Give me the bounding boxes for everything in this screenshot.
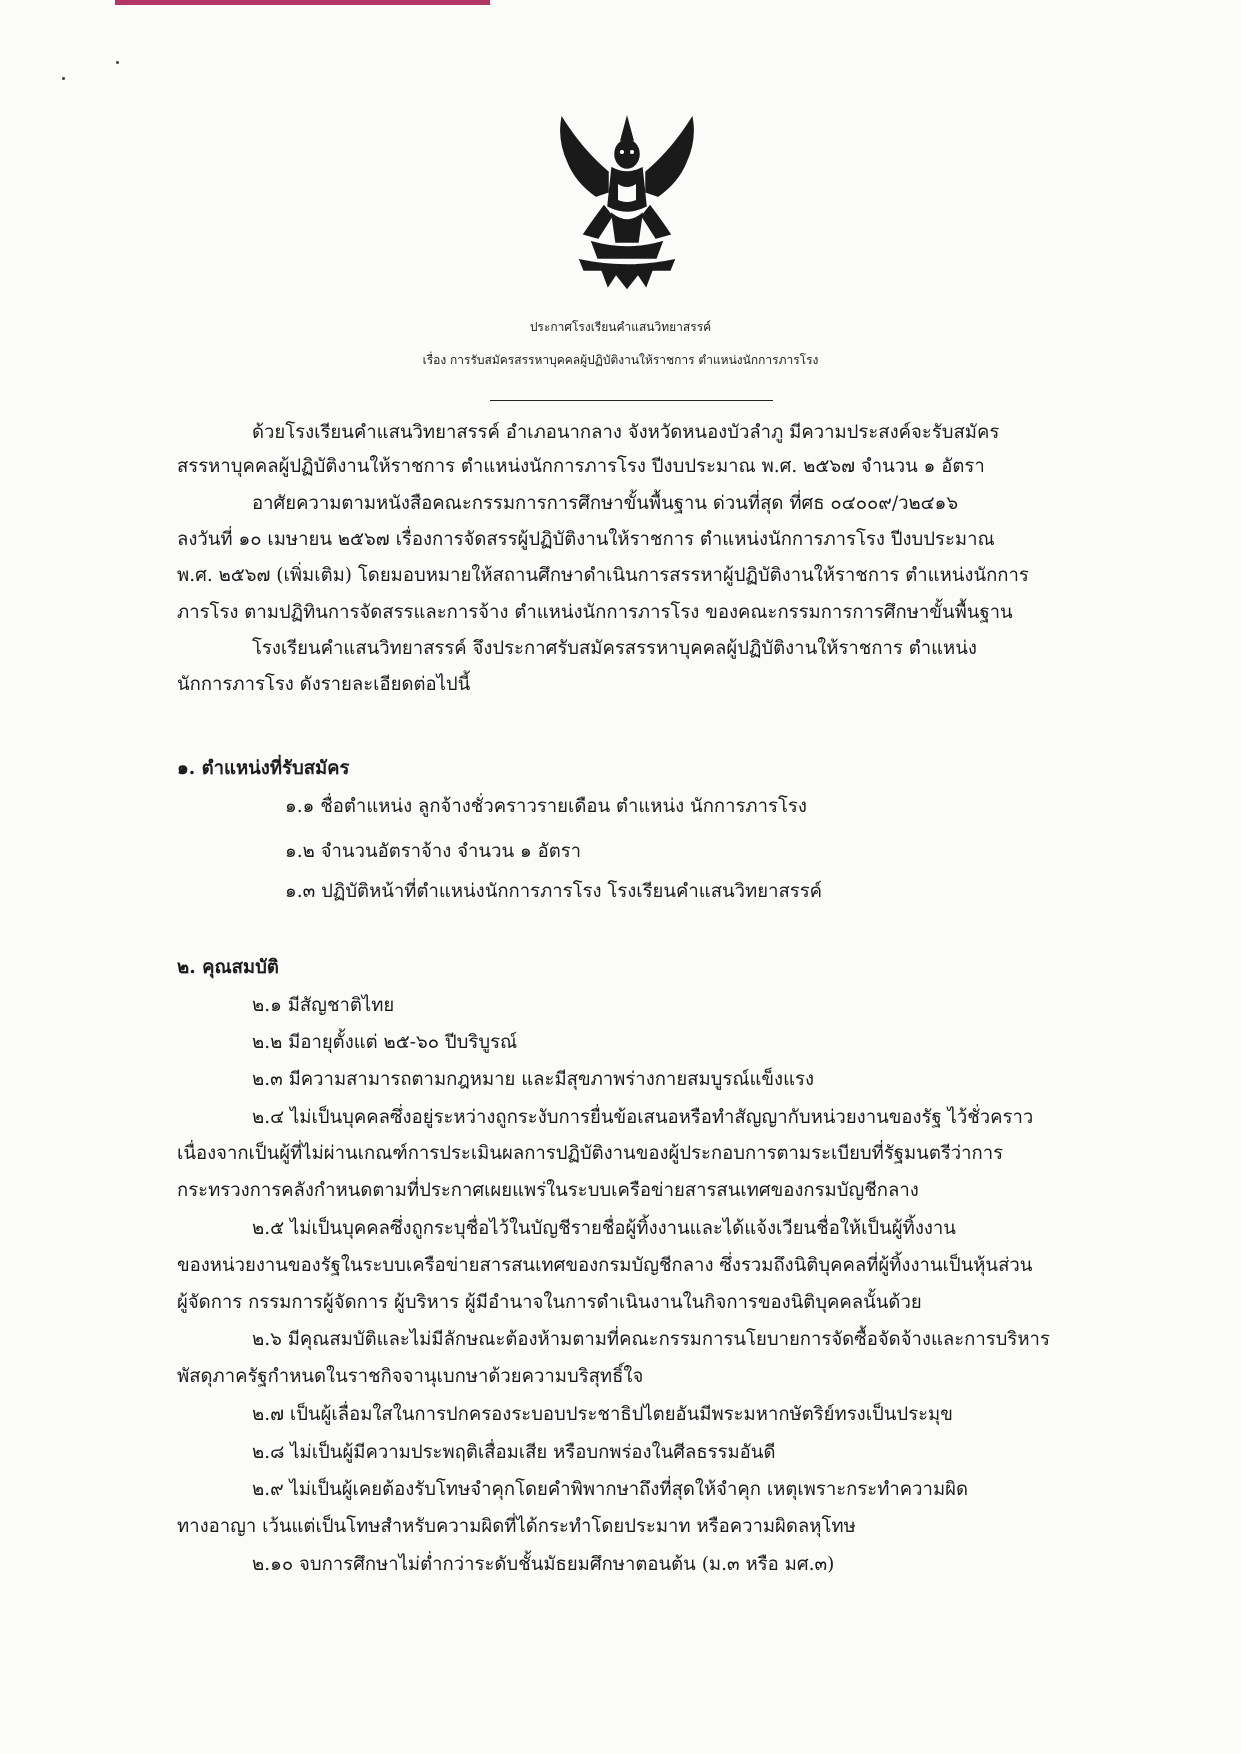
preamble-line: ลงวันที่ ๑๐ เมษายน ๒๕๖๗ เรื่องการจัดสรรผู้ปฏิบัติงานให้ราชการ ตำแหน่งนักการภารโรง ปีงบประมาณ — [177, 529, 995, 550]
announcement-subject: เรื่อง การรับสมัครสรรหาบุคคลผู้ปฏิบัติงานให้ราชการ ตำแหน่งนักการภารโรง — [422, 353, 819, 367]
title-divider — [490, 400, 773, 401]
section-heading: ๒. คุณสมบัติ — [177, 957, 279, 978]
preamble-line: อาศัยความตามหนังสือคณะกรรมการการศึกษาขั้นพื้นฐาน ด่วนที่สุด ที่ศธ ๐๔๐๐๙/ว๒๔๑๖ — [252, 493, 959, 514]
preamble-line: นักการภารโรง ดังรายละเอียดต่อไปนี้ — [177, 674, 471, 695]
preamble-line: โรงเรียนคำแสนวิทยาสรรค์ จึงประกาศรับสมัครสรรหาบุคคลผู้ปฏิบัติงานให้ราชการ ตำแหน่ง — [252, 638, 977, 659]
list-item-continued: กระทรวงการคลังกำหนดตามที่ประกาศเผยแพร่ในระบบเครือข่ายสารสนเทศของกรมบัญชีกลาง — [177, 1180, 919, 1201]
section-heading: ๑. ตำแหน่งที่รับสมัคร — [177, 758, 350, 779]
list-item: ๒.๘ ไม่เป็นผู้มีความประพฤติเสื่อมเสีย หรือบกพร่องในศีลธรรมอันดี — [252, 1442, 776, 1463]
garuda-emblem — [552, 110, 702, 290]
list-item: ๑.๓ ปฏิบัติหน้าที่ตำแหน่งนักการภารโรง โรงเรียนคำแสนวิทยาสรรค์ — [285, 881, 823, 902]
list-item: ๒.๑ มีสัญชาติไทย — [252, 995, 395, 1016]
list-item: ๒.๓ มีความสามารถตามกฎหมาย และมีสุขภาพร่างกายสมบูรณ์แข็งแรง — [252, 1069, 814, 1090]
list-item-continued: พัสดุภาครัฐกำหนดในราชกิจจานุเบกษาด้วยความบริสุทธิ์ใจ — [177, 1366, 644, 1387]
preamble-line: ด้วยโรงเรียนคำแสนวิทยาสรรค์ อำเภอนากลาง จังหวัดหนองบัวลำภู มีความประสงค์จะรับสมัคร — [252, 422, 1000, 443]
list-item: ๒.๖ มีคุณสมบัติและไม่มีลักษณะต้องห้ามตามที่คณะกรรมการนโยบายการจัดซื้อจัดจ้างและการบริหาร — [252, 1329, 1050, 1350]
scan-speck — [62, 77, 65, 80]
preamble-line: สรรหาบุคคลผู้ปฏิบัติงานให้ราชการ ตำแหน่งนักการภารโรง ปีงบประมาณ พ.ศ. ๒๕๖๗ จำนวน ๑ อัตรา — [177, 456, 985, 477]
list-item-continued: ทางอาญา เว้นแต่เป็นโทษสำหรับความผิดที่ได้กระทำโดยประมาท หรือความผิดลหุโทษ — [177, 1516, 856, 1537]
list-item: ๒.๙ ไม่เป็นผู้เคยต้องรับโทษจำคุกโดยคำพิพากษาถึงที่สุดให้จำคุก เหตุเพราะกระทำความผิด — [252, 1479, 968, 1500]
list-item-continued: ของหน่วยงานของรัฐในระบบเครือข่ายสารสนเทศของกรมบัญชีกลาง ซึ่งรวมถึงนิติบุคคลที่ผู้ทิ้งงานเป็นหุ้นส่วน — [177, 1255, 1033, 1276]
preamble-line: พ.ศ. ๒๕๖๗ (เพิ่มเติม) โดยมอบหมายให้สถานศึกษาดำเนินการสรรหาผู้ปฏิบัติงานให้ราชการ ตำแหน่งนักการ — [177, 565, 1029, 586]
list-item: ๑.๒ จำนวนอัตราจ้าง จำนวน ๑ อัตรา — [285, 841, 582, 862]
list-item: ๒.๗ เป็นผู้เลื่อมใสในการปกครองระบอบประชาธิปไตยอันมีพระมหากษัตริย์ทรงเป็นประมุข — [252, 1404, 953, 1425]
list-item-continued: เนื่องจากเป็นผู้ที่ไม่ผ่านเกณฑ์การประเมินผลการปฏิบัติงานของผู้ประกอบการตามระเบียบที่รัฐมนตรีว่าการ — [177, 1143, 1004, 1164]
scan-speck — [116, 61, 119, 64]
list-item: ๒.๕ ไม่เป็นบุคคลซึ่งถูกระบุชื่อไว้ในบัญชีรายชื่อผู้ทิ้งงานและได้แจ้งเวียนชื่อให้เป็นผู้ทิ้งงาน — [252, 1218, 956, 1239]
list-item: ๒.๑๐ จบการศึกษาไม่ต่ำกว่าระดับชั้นมัธยมศึกษาตอนต้น (ม.๓ หรือ มศ.๓) — [252, 1554, 835, 1575]
page-top-edge — [115, 0, 490, 5]
list-item: ๒.๔ ไม่เป็นบุคคลซึ่งอยู่ระหว่างถูกระงับการยื่นข้อเสนอหรือทำสัญญากับหน่วยงานของรัฐ ไว้ชั่วคราว — [252, 1107, 1034, 1128]
list-item-continued: ผู้จัดการ กรรมการผู้จัดการ ผู้บริหาร ผู้มีอำนาจในการดำเนินงานในกิจการของนิติบุคคลนั้นด้วย — [177, 1292, 922, 1313]
list-item: ๑.๑ ชื่อตำแหน่ง ลูกจ้างชั่วคราวรายเดือน ตำแหน่ง นักการภารโรง — [285, 796, 807, 817]
list-item: ๒.๒ มีอายุตั้งแต่ ๒๕-๖๐ ปีบริบูรณ์ — [252, 1032, 518, 1053]
preamble-line: ภารโรง ตามปฏิทินการจัดสรรและการจ้าง ตำแหน่งนักการภารโรง ของคณะกรรมการการศึกษาขั้นพื้นฐาน — [177, 602, 1013, 623]
announcement-title: ประกาศโรงเรียนคำแสนวิทยาสรรค์ — [529, 320, 712, 334]
